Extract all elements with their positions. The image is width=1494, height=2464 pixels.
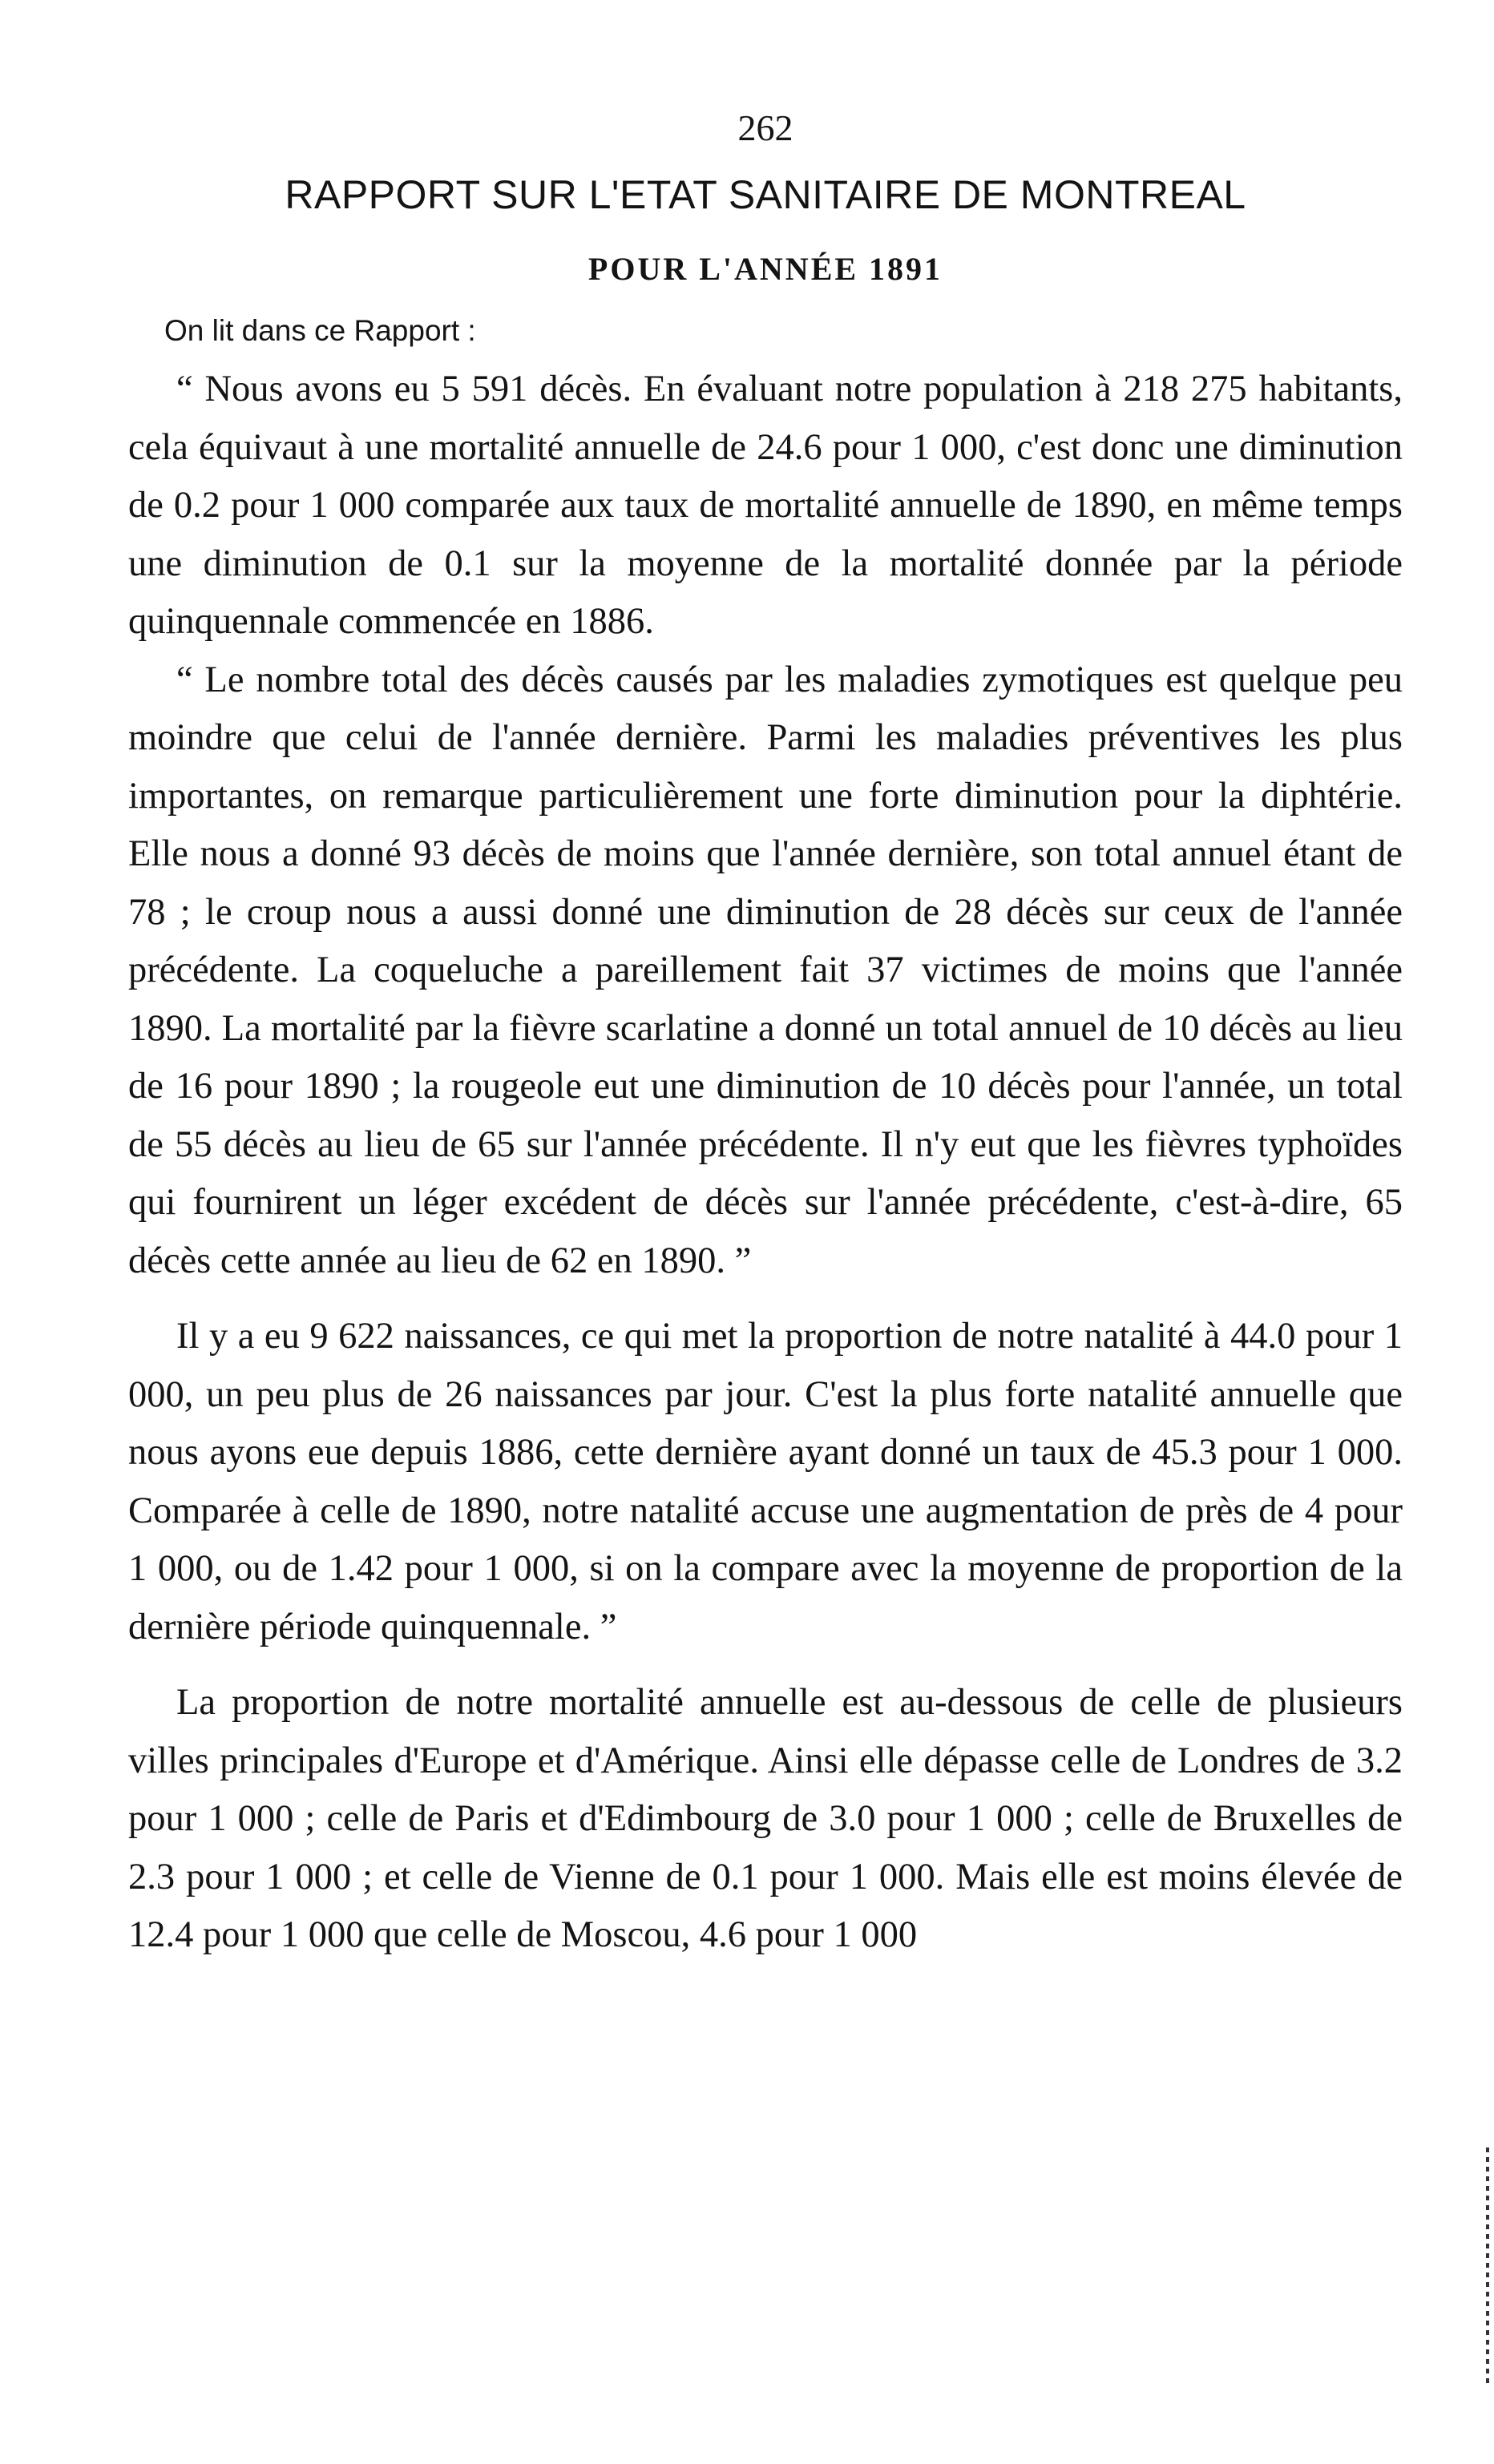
- paragraph-mortality: “ Nous avons eu 5 591 décès. En évaluant notre population à 218 275 habitants, cela équivaut à une mortalité annuelle de 24.6 pour 1 000, c'est donc une diminution de 0.2 pour 1 000 comparée aux taux de mortalité annuelle de 1890, en même temps une diminution de 0.1 sur la moyenne de la mortalité donnée par la période quinquennale commencée en 1886.: [128, 369, 1403, 642]
- page-subtitle: POUR L'ANNÉE 1891: [588, 251, 943, 287]
- paragraph-gap: [128, 1290, 1403, 1308]
- paragraph-comparison: La proportion de notre mortalité annuelle est au-dessous de celle de plusieurs villes principales d'Europe et d'Amérique. Ainsi elle dépasse celle de Londres de 3.2 pour 1 000 ; celle de Paris et d'Edimbourg de 3.0 pour 1 000 ; celle de Bruxelles de 2.3 pour 1 000 ; et celle de Vienne de 0.1 pour 1 000. Mais elle est moins élevée de 12.4 pour 1 000 que celle de Moscou, 4.6 pour 1 000: [128, 1682, 1403, 1955]
- paragraph-zymotic-diseases: “ Le nombre total des décès causés par les maladies zymotiques est quelque peu moindre que celui de l'année dernière. Parmi les maladies préventives les plus importantes, on remarque particulièrement une forte diminution pour la diphtérie. Elle nous a donné 93 décès de moins que l'année dernière, son total annuel étant de 78 ; le croup nous a aussi donné une diminution de 28 décès sur ceux de l'année précédente. La coqueluche a pareillement fait 37 victimes de moins que l'année 1890. La mortalité par la fièvre scarlatine a donné un total annuel de 10 décès au lieu de 16 pour 1890 ; la rougeole eut une diminution de 10 décès pour l'année, un total de 55 décès au lieu de 65 sur l'année précédente. Il n'y eut que les fièvres typhoïdes qui fournirent un léger excédent de décès sur l'année précédente, c'est-à-dire, 65 décès cette année au lieu de 62 en 1890. ”: [128, 659, 1403, 1281]
- paragraph-gap: [128, 1656, 1403, 1674]
- page-number: 262: [737, 107, 793, 148]
- intro-line: On lit dans ce Rapport :: [164, 314, 476, 347]
- scan-edge-mark: [1486, 2147, 1489, 2388]
- page-title: RAPPORT SUR L'ETAT SANITAIRE DE MONTREAL: [285, 172, 1246, 217]
- document-page: [128, 104, 1403, 1965]
- paragraph-births: Il y a eu 9 622 naissances, ce qui met la proportion de notre natalité à 44.0 pour 1 000, un peu plus de 26 naissances par jour. C'est la plus forte natalité annuelle que nous ayons eue depuis 1886, cette dernière ayant donné un taux de 45.3 pour 1 000. Comparée à celle de 1890, notre natalité accuse une augmentation de près de 4 pour 1 000, ou de 1.42 pour 1 000, si on la compare avec la moyenne de proportion de la dernière période quinquennale. ”: [128, 1316, 1403, 1647]
